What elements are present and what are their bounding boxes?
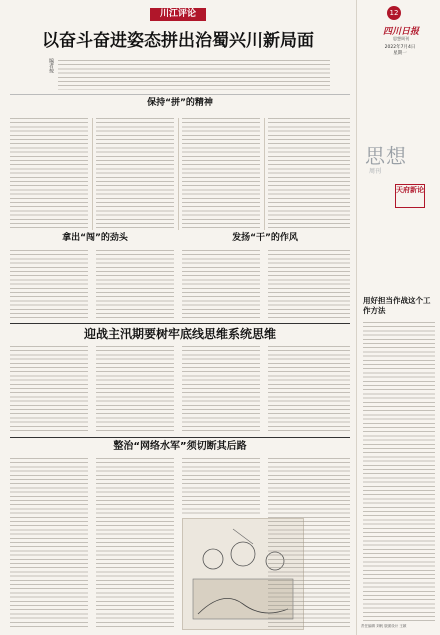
divider: [92, 118, 93, 230]
sidebar-footer: 责任编辑 刘帆 版面设计 王颖: [361, 624, 407, 628]
divider: [264, 118, 265, 230]
paper-name: 四川日报: [382, 27, 419, 37]
text-col-12: [268, 346, 350, 434]
text-col-4: [268, 118, 350, 230]
text-col-14: [96, 458, 174, 630]
article-title-3: 发扬“干”的作风: [232, 233, 298, 243]
text-col-11: [182, 346, 260, 434]
text-col-16: [268, 458, 350, 630]
text-col-8: [268, 250, 350, 320]
text-col-2: [96, 118, 174, 230]
editor-note-text: [58, 60, 330, 90]
date-label: 2022年7月4日: [384, 45, 416, 50]
brand-box: 天府新论: [395, 184, 425, 208]
weekday-label: 星期一: [393, 51, 407, 56]
page-headline: 以奋斗奋进姿态拼出治蜀兴川新局面: [42, 31, 314, 51]
text-col-9: [10, 346, 88, 434]
article-title-1: 保持“拼”的精神: [147, 98, 213, 108]
rule-under-intro: [10, 94, 350, 95]
rule-lower: [10, 437, 350, 438]
page-number-badge: 12: [387, 6, 401, 20]
section-subtitle: 周刊: [369, 168, 382, 175]
editor-note-label: 编者按: [48, 58, 54, 73]
text-col-7: [182, 250, 260, 320]
text-col-5: [10, 250, 88, 320]
column-tag: 川江评论: [150, 8, 206, 21]
sidebar: [356, 0, 440, 635]
text-col-13: [10, 458, 88, 630]
text-col-1: [10, 118, 88, 230]
rule-middle: [10, 323, 350, 324]
sidebar-headline: 用好担当作战这个工作方法: [363, 296, 431, 315]
section-title: 思想: [365, 144, 407, 168]
text-col-15: [182, 458, 260, 514]
edition-label: 思想周刊: [393, 36, 409, 41]
divider: [178, 118, 179, 230]
sidebar-text: [363, 322, 435, 622]
article-title-4: 迎战主汛期要树牢底线思维系统思维: [83, 327, 276, 341]
article-title-2: 拿出“闯”的劲头: [62, 233, 128, 243]
article-title-5: 整治“网络水军”须切断其后路: [113, 441, 247, 452]
text-col-10: [96, 346, 174, 434]
text-col-6: [96, 250, 174, 320]
text-col-3: [182, 118, 260, 230]
